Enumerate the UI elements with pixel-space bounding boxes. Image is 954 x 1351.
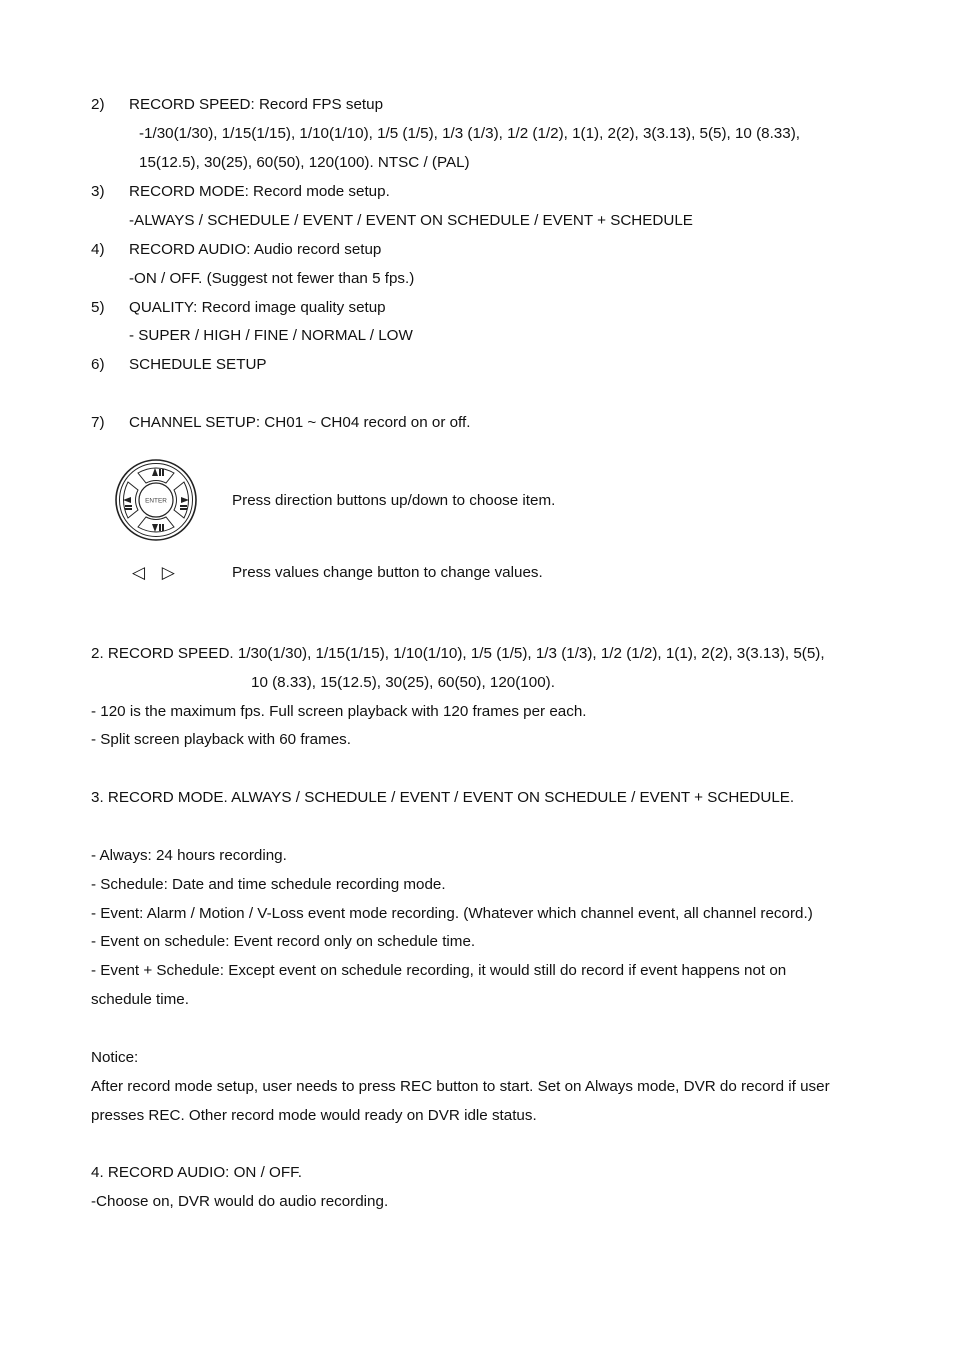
mode-event-plus-schedule: - Event + Schedule: Except event on schedule recording, it would still do record if event happens not on: [91, 962, 787, 979]
mode-event-plus-schedule-cont: schedule time.: [91, 991, 189, 1008]
mode-event: - Event: Alarm / Motion / V-Loss event mode recording. (Whatever which channel event, all channel record.): [91, 905, 813, 922]
quality-label: QUALITY: Record image quality setup: [129, 299, 386, 316]
record-mode-options: -ALWAYS / SCHEDULE / EVENT / EVENT ON SCHEDULE / EVENT + SCHEDULE: [129, 212, 693, 229]
item-7-number: 7): [91, 414, 105, 431]
item-6-number: 6): [91, 356, 105, 373]
mode-schedule: - Schedule: Date and time schedule recording mode.: [91, 876, 446, 893]
schedule-setup-label: SCHEDULE SETUP: [129, 356, 267, 373]
enter-label: ENTER: [145, 497, 167, 505]
record-speed-label: RECORD SPEED: Record FPS setup: [129, 96, 384, 113]
direction-instruction: Press direction buttons up/down to choose item.: [232, 492, 556, 509]
record-audio-heading: 4. RECORD AUDIO: ON / OFF.: [91, 1164, 302, 1181]
mode-always: - Always: 24 hours recording.: [91, 847, 287, 864]
record-speed-heading-cont: 10 (8.33), 15(12.5), 30(25), 60(50), 120(100).: [251, 674, 555, 691]
value-change-instruction: Press values change button to change values.: [232, 564, 543, 581]
notice-title: Notice:: [91, 1049, 139, 1066]
channel-setup-label: CHANNEL SETUP: CH01 ~ CH04 record on or off.: [129, 414, 471, 431]
quality-options: - SUPER / HIGH / FINE / NORMAL / LOW: [129, 327, 413, 344]
left-right-arrows-icon: ◁ ▷: [132, 563, 181, 582]
item-5-number: 5): [91, 299, 105, 316]
record-mode-heading: 3. RECORD MODE. ALWAYS / SCHEDULE / EVENT / EVENT ON SCHEDULE / EVENT + SCHEDULE.: [91, 789, 795, 806]
record-audio-label: RECORD AUDIO: Audio record setup: [129, 241, 382, 258]
record-audio-text: -Choose on, DVR would do audio recording.: [91, 1193, 389, 1210]
mode-event-on-schedule: - Event on schedule: Event record only on schedule time.: [91, 933, 476, 950]
split-screen-note: - Split screen playback with 60 frames.: [91, 731, 351, 748]
notice-line2: presses REC. Other record mode would ready on DVR idle status.: [91, 1107, 537, 1124]
record-speed-values-line2: 15(12.5), 30(25), 60(50), 120(100). NTSC / (PAL): [139, 154, 470, 171]
record-mode-label: RECORD MODE: Record mode setup.: [129, 183, 390, 200]
direction-pad-icon: [114, 457, 200, 545]
record-speed-heading: 2. RECORD SPEED. 1/30(1/30), 1/15(1/15), 1/10(1/10), 1/5 (1/5), 1/3 (1/3), 1/2 (1/2), 1(1), 2(2), 3(3.13), 5(5),: [91, 645, 825, 662]
item-2-number: 2): [91, 96, 105, 113]
item-4-number: 4): [91, 241, 105, 258]
item-3-number: 3): [91, 183, 105, 200]
record-audio-options: -ON / OFF. (Suggest not fewer than 5 fps.): [129, 270, 415, 287]
max-fps-note: - 120 is the maximum fps. Full screen playback with 120 frames per each.: [91, 703, 587, 720]
notice-line1: After record mode setup, user needs to press REC button to start. Set on Always mode, DVR do record if user: [91, 1078, 830, 1095]
record-speed-values-line1: -1/30(1/30), 1/15(1/15), 1/10(1/10), 1/5 (1/5), 1/3 (1/3), 1/2 (1/2), 1(1), 2(2), 3(3.13), 5(5), 10 (8.33),: [139, 125, 800, 142]
